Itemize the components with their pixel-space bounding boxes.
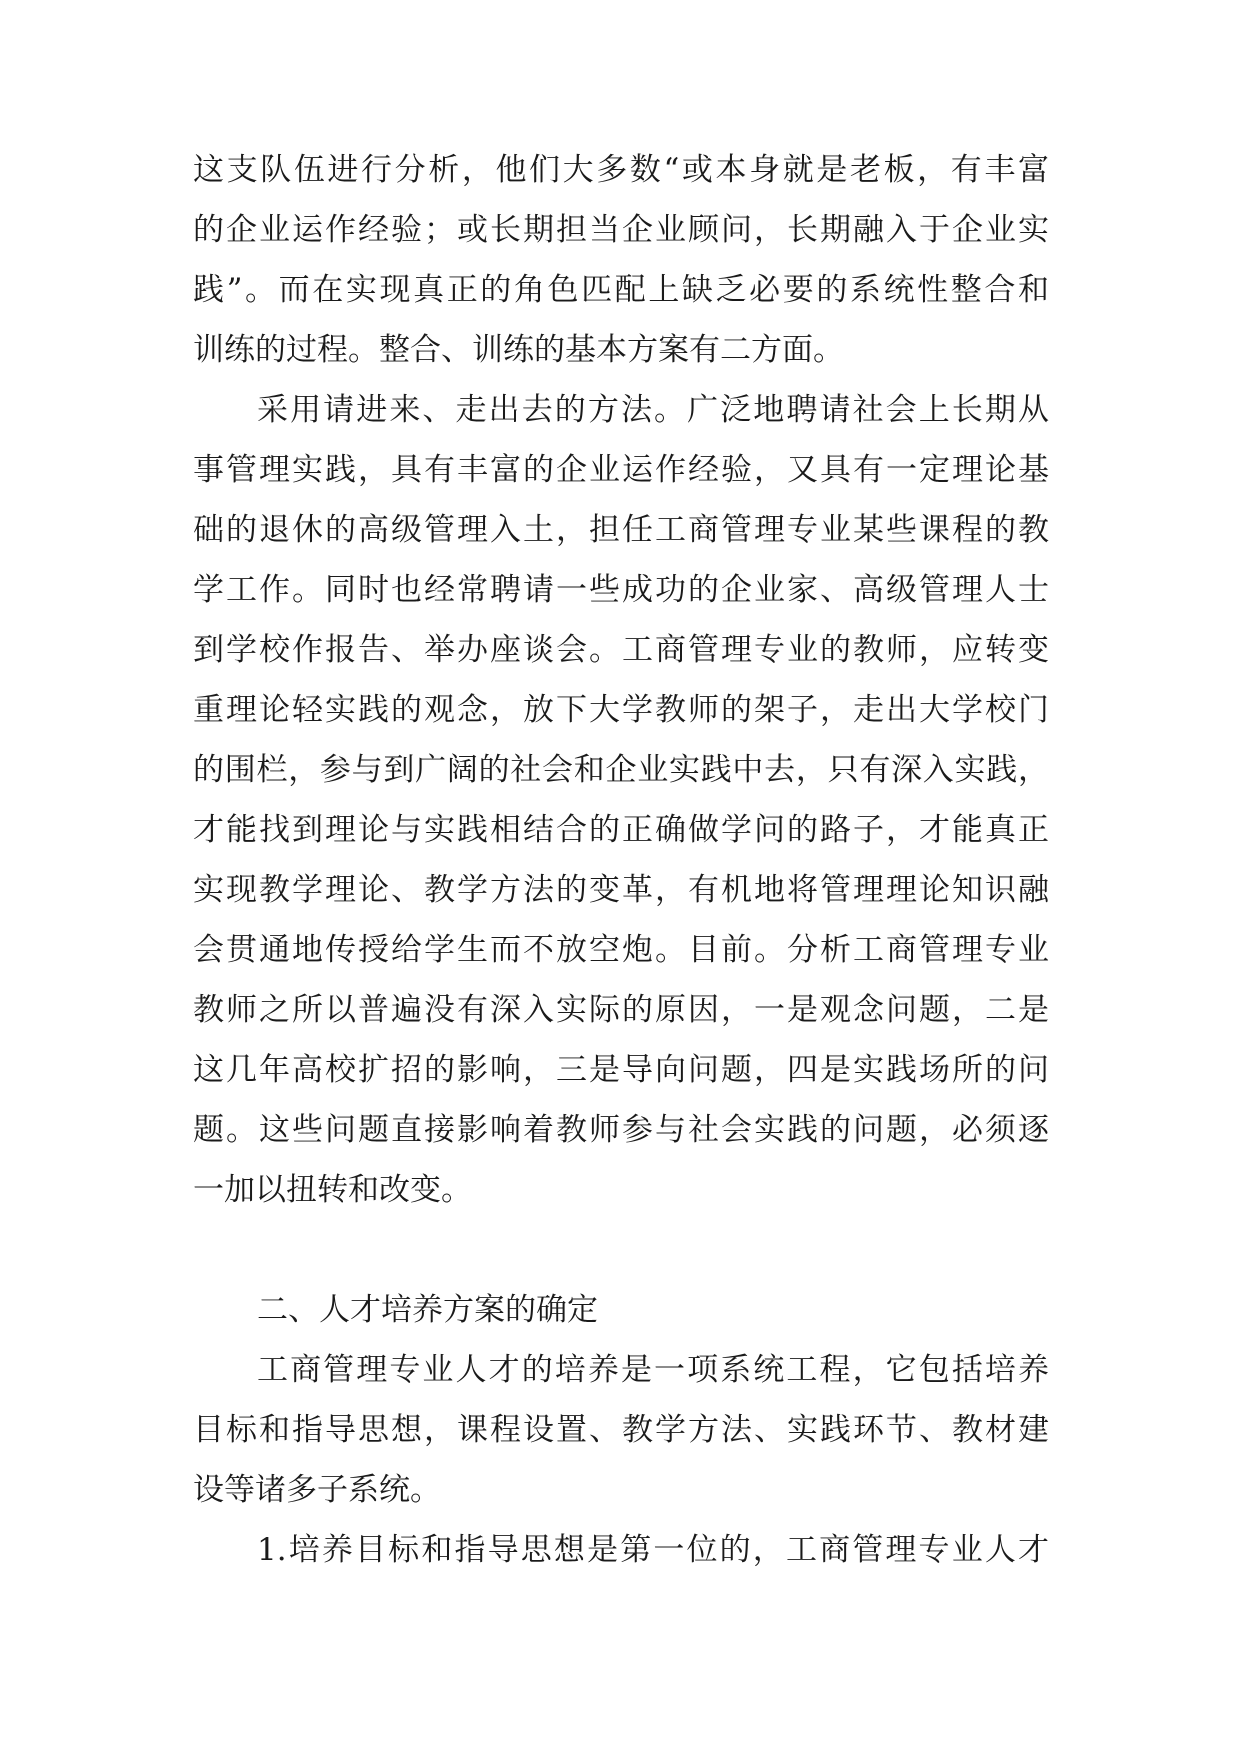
paragraph-3-line-2: 目标和指导思想，课程设置、教学方法、实践环节、教材建 — [193, 1412, 1049, 1448]
paragraph-1-line-2: 的企业运作经验；或长期担当企业顾问，长期融入于企业实 — [193, 212, 1049, 248]
paragraph-2-line-13: 题。这些问题直接影响着教师参与社会实践的问题，必须逐 — [193, 1112, 1049, 1148]
paragraph-2-line-9: 实现教学理论、教学方法的变革，有机地将管理理论知识融 — [193, 872, 1049, 908]
paragraph-2-line-1: 采用请进来、走出去的方法。广泛地聘请社会上长期从 — [257, 392, 1049, 428]
paragraph-2-line-4: 学工作。同时也经常聘请一些成功的企业家、高级管理人士 — [193, 572, 1049, 608]
paragraph-2-line-10: 会贯通地传授给学生而不放空炮。目前。分析工商管理专业 — [193, 932, 1049, 968]
paragraph-1-line-1: 这支队伍进行分析，他们大多数“或本身就是老板，有丰富 — [193, 152, 1049, 188]
paragraph-3-line-1: 工商管理专业人才的培养是一项系统工程，它包括培养 — [257, 1352, 1049, 1388]
section-heading: 二、人才培养方案的确定 — [257, 1292, 598, 1328]
paragraph-2-line-2: 事管理实践，具有丰富的企业运作经验，又具有一定理论基 — [193, 452, 1049, 488]
paragraph-2-line-5: 到学校作报告、举办座谈会。工商管理专业的教师，应转变 — [193, 632, 1049, 668]
paragraph-1-line-3: 践”。而在实现真正的角色匹配上缺乏必要的系统性整合和 — [193, 272, 1049, 308]
paragraph-1-line-4: 训练的过程。整合、训练的基本方案有二方面。 — [193, 332, 844, 368]
paragraph-2-line-11: 教师之所以普遍没有深入实际的原因，一是观念问题，二是 — [193, 992, 1049, 1028]
paragraph-2-line-6: 重理论轻实践的观念，放下大学教师的架子，走出大学校门 — [193, 692, 1049, 728]
paragraph-4-line-1: 1.培养目标和指导思想是第一位的，工商管理专业人才 — [257, 1532, 1049, 1568]
paragraph-2-line-3: 础的退休的高级管理入土，担任工商管理专业某些课程的教 — [193, 512, 1049, 548]
paragraph-2-line-7: 的围栏，参与到广阔的社会和企业实践中去，只有深入实践， — [193, 752, 1049, 788]
paragraph-2-line-12: 这几年高校扩招的影响，三是导向问题，四是实践场所的问 — [193, 1052, 1049, 1088]
paragraph-2-line-8: 才能找到理论与实践相结合的正确做学问的路子，才能真正 — [193, 812, 1049, 848]
paragraph-2-line-14: 一加以扭转和改变。 — [193, 1172, 472, 1208]
paragraph-3-line-3: 设等诸多子系统。 — [193, 1472, 441, 1508]
